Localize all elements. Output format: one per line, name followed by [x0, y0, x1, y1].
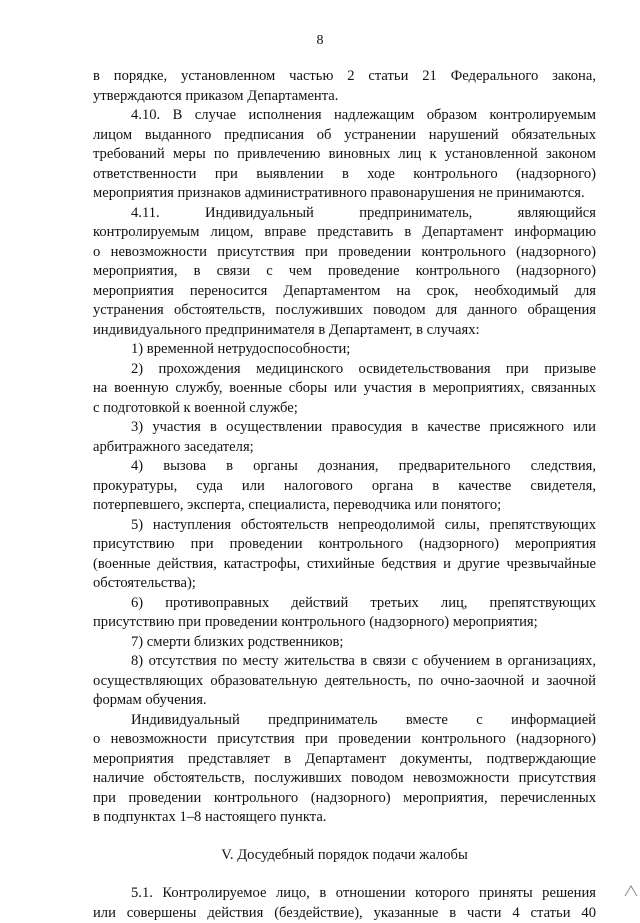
paragraphs-before-heading [93, 67, 596, 828]
text-line: 4.10. В случае исполнения надлежащим образом контролируемым [93, 106, 596, 126]
text-line: 6) противоправных действий третьих лиц, препятствующих [93, 594, 596, 614]
text-line: о невозможности присутствия при проведении контрольного (надзорного) [93, 730, 596, 750]
text-line: устранения обстоятельств, послуживших поводом для данного обращения [93, 301, 596, 321]
text-line: наличие обстоятельств, послуживших поводом невозможности присутствия [93, 769, 596, 789]
paragraph [93, 633, 596, 653]
text-line: 3) участия в осуществлении правосудия в качестве присяжного или [93, 418, 596, 438]
text-line: обстоятельства); [93, 574, 596, 594]
paragraph [93, 106, 596, 204]
paragraph [93, 204, 596, 341]
text-line: на военную службу, военные сборы или участия в мероприятиях, связанных [93, 379, 596, 399]
paragraph [93, 457, 596, 516]
text-line: требований меры по привлечению виновных лиц к установленной законом [93, 145, 596, 165]
corner-mark-icon [624, 885, 638, 897]
text-line: формам обучения. [93, 691, 596, 711]
section-heading: V. Досудебный порядок подачи жалобы [93, 846, 596, 866]
paragraph [93, 67, 596, 106]
text-line: 5.1. Контролируемое лицо, в отношении которого приняты решения [93, 884, 596, 904]
text-line: лицом выданного предписания об устранении нарушений обязательных [93, 126, 596, 146]
text-line: в подпунктах 1–8 настоящего пункта. [93, 808, 596, 828]
paragraph [93, 360, 596, 419]
text-line: 4) вызова в органы дознания, предварительного следствия, [93, 457, 596, 477]
document-body [93, 67, 596, 923]
text-line: арбитражного заседателя; [93, 438, 596, 458]
text-line: 5) наступления обстоятельств непреодолимой силы, препятствующих [93, 516, 596, 536]
paragraph [93, 884, 596, 923]
text-line: о невозможности присутствия при проведении контрольного (надзорного) [93, 243, 596, 263]
text-line: Индивидуальный предприниматель вместе с информацией [93, 711, 596, 731]
text-line: мероприятия, в связи с чем проведение контрольного (надзорного) [93, 262, 596, 282]
text-line: при проведении контрольного (надзорного) мероприятия, перечисленных [93, 789, 596, 809]
text-line: присутствию при проведении контрольного (надзорного) мероприятия; [93, 613, 596, 633]
paragraph [93, 594, 596, 633]
text-line: прокуратуры, суда или налогового органа в качестве свидетеля, [93, 477, 596, 497]
text-line: утверждаются приказом Департамента. [93, 87, 596, 107]
text-line: мероприятия признаков административного правонарушения не принимаются. [93, 184, 596, 204]
text-line: 4.11. Индивидуальный предприниматель, являющийся [93, 204, 596, 224]
text-line: потерпевшего, эксперта, специалиста, переводчика или понятого; [93, 496, 596, 516]
text-line: мероприятия представляет в Департамент документы, подтверждающие [93, 750, 596, 770]
text-line: 7) смерти близких родственников; [93, 633, 596, 653]
paragraph [93, 516, 596, 594]
text-line: мероприятия переносится Департаментом на срок, необходимый для [93, 282, 596, 302]
text-line: 2) прохождения медицинского освидетельствования при призыве [93, 360, 596, 380]
text-line: ответственности при выявлении в ходе контрольного (надзорного) [93, 165, 596, 185]
paragraph [93, 418, 596, 457]
text-line: 8) отсутствия по месту жительства в связи с обучением в организациях, [93, 652, 596, 672]
text-line: в порядке, установленном частью 2 статьи 21 Федерального закона, [93, 67, 596, 87]
text-line: присутствию при проведении контрольного (надзорного) мероприятия [93, 535, 596, 555]
text-line: индивидуального предпринимателя в Департамент, в случаях: [93, 321, 596, 341]
text-line: с подготовкой к военной службе; [93, 399, 596, 419]
paragraphs-after-heading [93, 884, 596, 923]
paragraph [93, 340, 596, 360]
text-line: осуществляющих образовательную деятельность, по очно-заочной и заочной [93, 672, 596, 692]
text-line: 1) временной нетрудоспособности; [93, 340, 596, 360]
paragraph [93, 711, 596, 828]
paragraph [93, 652, 596, 711]
text-line: (военные действия, катастрофы, стихийные бедствия и другие чрезвычайные [93, 555, 596, 575]
text-line: или совершены действия (бездействие), указанные в части 4 статьи 40 [93, 904, 596, 923]
text-line: контролируемым лицом, вправе представить в Департамент информацию [93, 223, 596, 243]
page-number: 8 [0, 33, 640, 49]
